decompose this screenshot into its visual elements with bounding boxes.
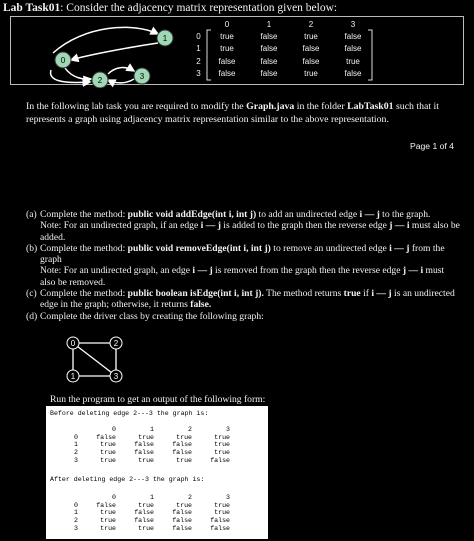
before-matrix [60,426,230,464]
edge-notation: i — j [371,288,392,300]
output-cell: true [176,433,192,441]
output-cell: true [100,524,116,532]
matrix-col-header: 0 [224,19,230,29]
output-row-label: 3 [74,456,78,464]
output-cell: false [134,449,154,457]
output-col-header: 2 [188,426,192,434]
item-text: Complete the method: [40,288,128,300]
method-signature: public void addEdge(int i, int j) [127,209,257,220]
output-cell: false [172,524,192,532]
edge-notation: j — i [402,265,424,277]
output-row [60,502,230,510]
output-cell: true [214,501,230,509]
output-row [60,509,230,517]
graph2-node-1 [67,370,79,382]
matrix-cell: false [344,68,362,78]
item-note: Note: For an undirected graph, an edge [40,265,193,277]
matrix-cell: true [304,31,318,41]
item-text: is an undirected edge in the graph; otherwise, it returns [40,288,455,311]
output-cell: false [96,501,116,509]
output-cell: true [100,456,116,464]
output-row [60,456,230,464]
keyword-false: false. [190,299,212,311]
matrix-cell: true [346,56,360,66]
output-cell: false [96,433,116,441]
output-cell: false [172,509,192,517]
task-item-d [26,311,461,322]
svg-text:0: 0 [70,339,76,348]
item-text: to add an undirected edge [256,209,360,220]
graph1-node-2 [92,72,108,88]
output-cell: true [214,509,230,517]
matrix-brackets [205,28,375,82]
before-header: Before deleting edge 2---3 the graph is: [50,410,209,417]
intro-text: in the folder [294,101,348,112]
edge-1-0 [71,43,158,60]
method-signature: public void removeEdge(int i, int j) [127,242,271,254]
matrix-cell: true [220,31,234,41]
svg-text:1: 1 [70,372,76,381]
svg-text:1: 1 [162,34,168,43]
output-col-header: 3 [226,426,230,434]
output-col-header: 0 [112,426,116,434]
output-cell: false [134,517,154,525]
undirected-graph [59,335,129,385]
output-col-header: 1 [150,426,154,434]
item-text: if [360,288,372,300]
output-col-header: 0 [112,494,116,502]
edge-notation: i — j [192,265,213,277]
output-cell: true [138,433,154,441]
page-number: Page 1 of 4 [410,141,454,151]
output-row [60,434,230,442]
output-row-label: 0 [74,501,78,509]
item-text: to the graph. [379,209,431,220]
task-items [26,209,461,322]
output-header-row [60,426,230,434]
output-cell: true [214,441,230,449]
after-header: After deleting edge 2---3 the graph is: [50,476,205,483]
edge-2-3 [108,68,134,74]
matrix-row-label: 2 [196,56,201,66]
output-row-label: 2 [74,449,78,457]
output-cell: false [134,509,154,517]
output-cell: false [134,441,154,449]
output-cell: false [210,524,230,532]
edge-3-2 [108,79,134,83]
output-row-label: 0 [74,433,78,441]
edge-0-1 [53,27,158,53]
keyword-true: true [343,288,361,300]
output-cell: true [214,449,230,457]
output-row-label: 3 [74,524,78,532]
item-note: must also be removed. [40,265,445,288]
intro-folder-name: LabTask01 [347,101,394,112]
item-label: (c) [26,288,37,300]
task-item-c [26,288,461,311]
output-cell: true [100,517,116,525]
matrix-col-header: 3 [350,19,356,29]
intro-file-name: Graph.java [246,101,295,112]
item-label: (d) [26,310,38,322]
item-label: (b) [26,242,38,254]
matrix-row-label: 0 [196,31,201,41]
matrix-cell: false [302,56,320,66]
matrix-cell: false [260,31,278,41]
output-row-label: 1 [74,509,78,517]
output-cell: false [172,449,192,457]
matrix-cell: true [304,68,318,78]
graph2-node-0 [67,337,79,349]
output-cell: false [172,517,192,525]
output-row [60,517,230,525]
matrix-cell: false [344,44,362,54]
matrix-cell: false [260,68,278,78]
graph2-node-3 [110,370,122,382]
edge-2-0 [51,70,90,83]
matrix-row-label: 3 [196,68,201,78]
svg-text:3: 3 [139,72,145,81]
after-matrix [60,494,230,532]
edge-notation: j — i [389,220,410,232]
output-cell: true [138,456,154,464]
item-label: (a) [26,209,37,220]
task-title-text: : Consider the adjacency matrix representation given below: [60,2,338,14]
output-col-header: 1 [150,494,154,502]
output-row [60,449,230,457]
edge-notation: i — j [200,220,221,232]
intro-text: In the following lab task you are required to modify the [26,101,247,112]
matrix-cell: false [218,68,236,78]
item-note: is removed from the graph then the reverse edge [212,265,403,277]
matrix-cell: false [260,44,278,54]
output-cell: false [210,456,230,464]
graph1-node-3 [134,68,150,84]
output-cell: false [210,517,230,525]
item-text: from the graph [40,242,445,266]
output-cell: true [100,441,116,449]
svg-text:0: 0 [60,56,66,65]
item-text: Complete the driver class by creating the following graph: [40,310,264,322]
output-col-header: 2 [188,494,192,502]
output-cell: true [100,449,116,457]
task-item-a [26,209,461,243]
matrix-cell: true [220,44,234,54]
item-text: to remove an undirected edge [270,242,390,254]
output-col-header: 3 [226,494,230,502]
edge-notation: i — j [359,209,380,220]
item-text: Complete the method: [40,242,128,254]
matrix-col-header: 1 [266,19,272,29]
edge-0-2 [65,68,91,79]
edge-notation: i — j [389,242,410,254]
task-title-bold: Lab Task01 [3,2,61,14]
method-signature: public boolean isEdge(int i, int j). [127,288,264,300]
run-instruction: Run the program to get an output of the following form: [50,394,266,405]
matrix-cell: false [260,56,278,66]
matrix-cell: false [344,31,362,41]
output-cell: true [214,433,230,441]
task-title [3,2,337,14]
output-row [60,524,230,532]
output-cell: false [172,441,192,449]
directed-graph [24,22,194,88]
output-cell: true [138,524,154,532]
svg-text:2: 2 [113,339,119,348]
output-cell: true [176,456,192,464]
program-output [46,406,268,539]
output-row-label: 2 [74,517,78,525]
edge-0-3 [73,343,116,376]
item-note: must also be added. [40,220,460,243]
svg-text:2: 2 [97,76,103,85]
matrix-col-header: 2 [308,19,314,29]
graph1-node-0 [55,52,71,68]
output-row [60,441,230,449]
matrix-row-label: 1 [196,44,201,54]
item-text: Complete the method: [40,209,128,220]
output-header-row [60,494,230,502]
matrix-cell: false [302,44,320,54]
graph1-node-1 [157,30,173,46]
output-cell: true [100,509,116,517]
output-cell: true [176,501,192,509]
item-text: The method returns [263,288,344,300]
task-item-b [26,243,461,288]
matrix-cell: false [218,56,236,66]
graph2-node-2 [110,337,122,349]
output-row-label: 1 [74,441,78,449]
item-note: is added to the graph then the reverse edge [220,220,390,232]
intro-text: such that it represents a graph using adjacency matrix representation similar to the above representation. [26,101,439,125]
output-cell: true [138,501,154,509]
intro-paragraph [26,101,456,126]
svg-text:3: 3 [113,372,119,381]
item-note: Note: For an undirected graph, if an edge [40,220,201,232]
